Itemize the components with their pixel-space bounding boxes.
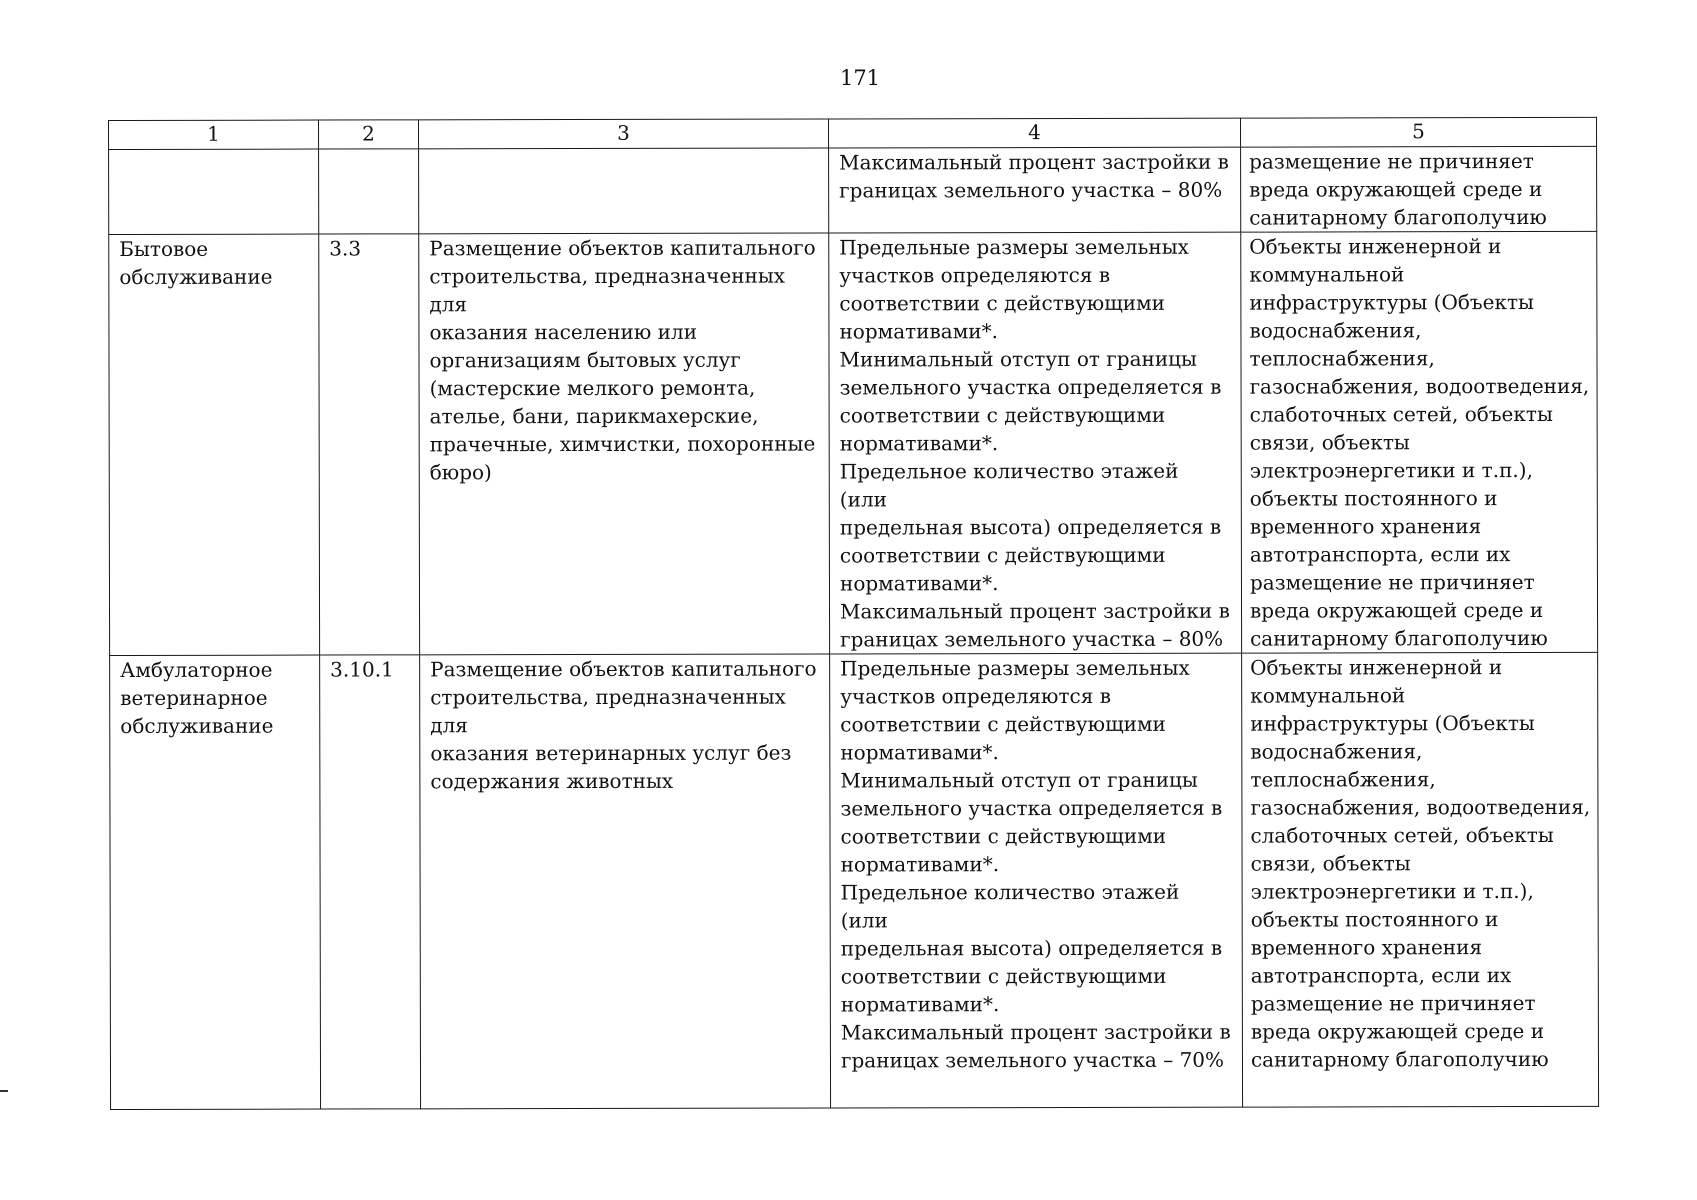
- use-name-cell: Амбулаторное ветеринарное обслуживание: [110, 655, 321, 1109]
- use-description-cell: Размещение объектов капитального строительства, предназначенных для оказания ветеринарных услуг без содержания животных: [420, 654, 831, 1109]
- scan-edge-mark: [0, 1090, 8, 1092]
- column-number-4: 4: [828, 118, 1240, 148]
- use-code-cell: [319, 149, 419, 234]
- use-name-cell: Бытовое обслуживание: [109, 234, 320, 655]
- auxiliary-uses-cell: Объекты инженерной и коммунальной инфраструктуры (Объекты водоснабжения, теплоснабжения, газоснабжения, водоотведения, слаботочных сетей, объекты связи, объекты электроэнергетики и т.п.), объекты постоянного и временного хранения автотранспорта, если их размещение не причиняет вреда окружающей среде и санитарному благополучию: [1241, 231, 1598, 653]
- column-number-row: [109, 117, 1597, 149]
- use-description-cell: Размещение объектов капитального строительства, предназначенных для оказания населению или организациям бытовых услуг (мастерские мелкого ремонта, ателье, бани, парикмахерские, прачечные, химчистки, похоронные бюро): [419, 233, 830, 655]
- auxiliary-uses-cell: Объекты инженерной и коммунальной инфраструктуры (Объекты водоснабжения, теплоснабжения, газоснабжения, водоотведения, слаботочных сетей, объекты связи, объекты электроэнергетики и т.п.), объекты постоянного и временного хранения автотранспорта, если их размещение не причиняет вреда окружающей среде и санитарному благополучию: [1242, 652, 1599, 1107]
- land-use-table: [108, 117, 1599, 1110]
- table-row-veterinary-services: [110, 652, 1599, 1109]
- use-code-cell: 3.3: [319, 234, 420, 655]
- use-description-cell: [419, 148, 829, 234]
- column-number-1: 1: [109, 120, 319, 149]
- table-row-consumer-services: [109, 231, 1598, 655]
- column-number-3: 3: [419, 119, 829, 149]
- parameters-cell: Предельные размеры земельных участков определяются в соответствии с действующими нормативами*. Минимальный отступ от границы земельного участка определяется в соответствии с действующими нормативами*. Предельное количество этажей (или предельная высота) определяется в соответствии с действующими нормативами*. Максимальный процент застройки в границах земельного участка – 80%: [829, 232, 1242, 654]
- page-number: 171: [839, 66, 881, 90]
- auxiliary-uses-cell: размещение не причиняет вреда окружающей среде и санитарному благополучию: [1241, 146, 1597, 232]
- use-code-cell: 3.10.1: [320, 655, 421, 1109]
- column-number-2: 2: [319, 120, 419, 149]
- parameters-cell: Максимальный процент застройки в границах земельного участка – 80%: [829, 147, 1241, 233]
- parameters-cell: Предельные размеры земельных участков определяются в соответствии с действующими нормативами*. Минимальный отступ от границы земельного участка определяется в соответствии с действующими нормативами*. Предельное количество этажей (или предельная высота) определяется в соответствии с действующими нормативами*. Максимальный процент застройки в границах земельного участка – 70%: [830, 653, 1243, 1108]
- use-name-cell: [109, 149, 319, 234]
- column-number-5: 5: [1240, 117, 1596, 147]
- table-row-continuation: [109, 146, 1597, 234]
